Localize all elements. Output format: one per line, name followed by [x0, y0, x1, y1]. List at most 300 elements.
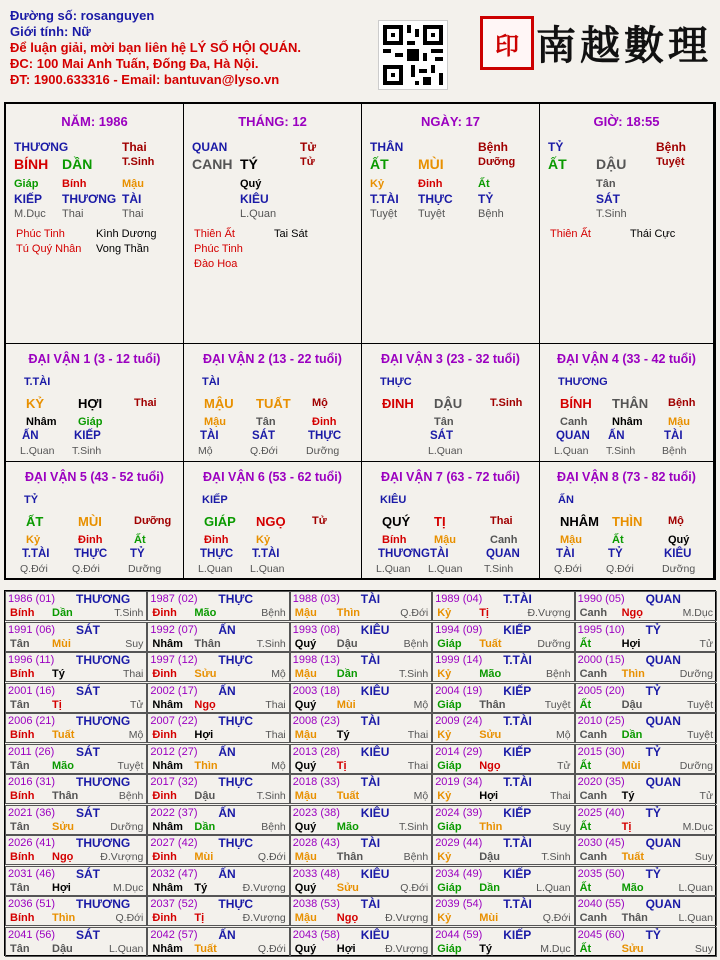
dai-van-cell: [540, 462, 714, 580]
year-can: Nhâm: [152, 820, 183, 833]
dai-van-can: QUÝ: [382, 514, 411, 529]
dai-van-hidden-status: T.Sinh: [606, 445, 636, 457]
year-chi: Dậu: [621, 698, 643, 711]
pillar-r4-text: TÀI: [122, 192, 142, 206]
year-label: 2027 (42): [150, 837, 198, 849]
pillar-r1-text: Tử: [300, 140, 317, 154]
year-cell[interactable]: [290, 622, 432, 652]
year-sao: KIÊU: [360, 744, 390, 759]
dai-van-hidden-sao: QUAN: [486, 548, 520, 560]
year-label: 2033 (48): [292, 867, 340, 880]
year-can: Giáp: [437, 942, 462, 955]
year-cell[interactable]: [432, 774, 574, 804]
dai-van-title: ĐẠI VẬN 8 (73 - 82 tuổi): [557, 470, 696, 484]
year-chi: Dần: [621, 729, 643, 741]
year-cell[interactable]: [5, 622, 147, 652]
dai-van-sao: THỰC: [380, 376, 412, 388]
year-sao: ẤN: [218, 744, 236, 759]
year-cell[interactable]: [432, 652, 574, 682]
year-cell[interactable]: [432, 683, 574, 713]
dai-van-hidden-sao: THỰC: [74, 548, 108, 560]
year-status: Q.Đới: [400, 607, 429, 619]
pillar-r2-text: ẤT: [548, 156, 567, 172]
dai-van-cell: [184, 462, 362, 580]
dai-van-hidden: Đinh: [312, 416, 337, 428]
pillar-r1-text: Bệnh: [478, 140, 508, 154]
year-label: 2031 (46): [8, 867, 56, 880]
dai-van-hidden-status: L.Quan: [376, 563, 411, 575]
year-chi: Ngọ: [336, 912, 359, 924]
year-cell[interactable]: [147, 713, 289, 743]
pillar-r2-text: Tử: [300, 156, 315, 168]
year-status: Thai: [122, 668, 144, 680]
year-cell[interactable]: [432, 622, 574, 652]
contact-line-1: Để luận giải, mời bạn liên hệ LÝ SỐ HỘI QUÁN.: [10, 40, 301, 55]
dai-van-hidden: Đinh: [78, 534, 103, 546]
year-status: M.Dục: [113, 881, 144, 894]
dai-van-hidden-sao: TÀI: [556, 548, 575, 560]
year-status: Bệnh: [118, 790, 144, 802]
year-label: 2021 (36): [8, 806, 56, 819]
year-chi: Sửu: [52, 820, 75, 833]
year-status: Bệnh: [403, 851, 429, 863]
year-sao: TỶ: [645, 683, 661, 698]
dai-van-hidden: Ất: [612, 534, 624, 546]
year-chi: Mùi: [52, 637, 71, 650]
year-cell[interactable]: [147, 927, 289, 957]
dai-van-hidden-sao: THƯƠNG: [378, 548, 430, 560]
year-chi: Tý: [194, 881, 208, 894]
pillar-r2-text: T.Sinh: [122, 156, 155, 168]
year-status: Q.Đới: [115, 912, 144, 924]
year-sao: QUAN: [645, 836, 681, 850]
year-chi: Tý: [336, 729, 350, 741]
dai-van-hidden: Tân: [434, 416, 454, 428]
dai-van-hidden-sao: KIẾP: [74, 430, 101, 442]
pillar-star: Tai Sát: [274, 228, 308, 240]
year-can: Bính: [10, 790, 35, 802]
year-status: Mộ: [413, 790, 429, 802]
year-cell[interactable]: [5, 744, 147, 774]
year-sao: T.TÀI: [503, 836, 532, 850]
year-cell[interactable]: [147, 622, 289, 652]
pillar-r2-text: DẦN: [62, 156, 93, 172]
year-can: Bính: [10, 851, 35, 863]
year-sao: THỰC: [218, 653, 254, 667]
year-cell[interactable]: [575, 896, 717, 926]
year-chi: Dần: [194, 820, 216, 833]
year-cell[interactable]: [147, 805, 289, 835]
pillar-r1-text: THƯƠNG: [14, 140, 69, 154]
year-can: Mậu: [294, 607, 317, 619]
dai-van-hidden-sao: TÀI: [200, 430, 219, 442]
year-label: 2034 (49): [435, 867, 483, 880]
year-status: Thai: [407, 759, 429, 772]
year-status: T.Sinh: [541, 851, 571, 863]
year-cell[interactable]: [575, 835, 717, 865]
year-can: Tân: [10, 881, 30, 894]
year-cell[interactable]: [290, 774, 432, 804]
year-sao: KIẾP: [503, 683, 532, 698]
year-label: 1992 (07): [150, 623, 198, 636]
year-status: Bệnh: [403, 637, 429, 650]
pillar-cell: [184, 104, 362, 344]
pillar-r1-text: Bệnh: [656, 140, 686, 154]
year-cell[interactable]: [290, 805, 432, 835]
year-can: Ất: [579, 637, 592, 650]
dai-van-status: Thai: [490, 515, 513, 527]
dai-van-sao: T.TÀI: [24, 376, 51, 388]
year-cell[interactable]: [432, 896, 574, 926]
dai-van-status: Bệnh: [668, 397, 696, 409]
year-cell[interactable]: [432, 713, 574, 743]
dai-van-status: Dưỡng: [134, 515, 172, 527]
year-cell[interactable]: [5, 835, 147, 865]
year-label: 2009 (24): [435, 715, 483, 727]
year-status: Q.Đới: [400, 881, 429, 894]
year-cell[interactable]: [290, 652, 432, 682]
year-label: 2008 (23): [292, 715, 340, 727]
year-cell[interactable]: [575, 713, 717, 743]
year-cell[interactable]: [432, 744, 574, 774]
year-sao: THỰC: [218, 714, 254, 728]
year-status: Đ.Vượng: [242, 912, 286, 924]
year-cell[interactable]: [5, 866, 147, 896]
dai-van-can: GIÁP: [204, 514, 236, 529]
year-sao: THƯƠNG: [76, 836, 131, 850]
year-can: Nhâm: [152, 698, 183, 711]
year-status: Đ.Vượng: [100, 851, 144, 863]
year-chi: Thìn: [52, 912, 76, 924]
pillar-star: Vong Thần: [96, 243, 150, 255]
year-chi: Sửu: [336, 881, 359, 894]
pillar-r4-text: THƯƠNG: [62, 192, 117, 206]
year-status: T.Sinh: [256, 637, 286, 650]
year-sao: TÀI: [360, 775, 381, 789]
year-cell[interactable]: [432, 927, 574, 957]
year-chi: Dậu: [479, 851, 500, 863]
year-label: 2012 (27): [150, 745, 198, 758]
year-cell[interactable]: [290, 835, 432, 865]
dai-van-hidden: Ất: [134, 534, 146, 546]
year-chi: Dậu: [52, 942, 73, 955]
year-chi: Thân: [621, 912, 648, 924]
year-can: Tân: [10, 698, 30, 711]
year-cell[interactable]: [147, 774, 289, 804]
pillar-r2-text: TÝ: [240, 156, 258, 172]
year-label: 2045 (60): [577, 928, 625, 941]
year-cell[interactable]: [432, 835, 574, 865]
pillar-cell: [362, 104, 540, 344]
qr-code-icon[interactable]: [378, 20, 448, 90]
year-label: 2029 (44): [435, 837, 483, 849]
gender-line: Giới tính: Nữ: [10, 24, 91, 39]
pillar-r4-text: KIÊU: [240, 192, 269, 206]
year-label: 2023 (38): [292, 806, 340, 819]
year-status: Đ.Vượng: [385, 912, 429, 924]
year-label: 2041 (56): [8, 928, 56, 941]
year-sao: TỶ: [645, 805, 661, 820]
pillar-r5-text: Thai: [122, 208, 144, 220]
year-sao: KIẾP: [503, 927, 532, 942]
year-can: Canh: [579, 912, 608, 924]
pillar-title: NGÀY: 17: [421, 114, 480, 129]
dai-van-title: ĐẠI VẬN 7 (63 - 72 tuổi): [381, 470, 520, 484]
year-chi: Hợi: [194, 729, 214, 741]
year-can: Đinh: [152, 851, 177, 863]
year-label: 2024 (39): [435, 806, 483, 819]
year-status: Tử: [699, 790, 713, 802]
year-cell[interactable]: [575, 805, 717, 835]
dai-van-title: ĐẠI VẬN 1 (3 - 12 tuổi): [28, 352, 161, 366]
year-can: Nhâm: [152, 759, 183, 772]
year-cell[interactable]: [5, 927, 147, 957]
year-cell[interactable]: [5, 591, 147, 621]
year-label: 2016 (31): [8, 776, 56, 788]
year-status: Bệnh: [546, 668, 571, 680]
year-cell[interactable]: [147, 652, 289, 682]
year-status: Mộ: [271, 759, 286, 772]
year-can: Ất: [579, 942, 592, 955]
year-status: T.Sinh: [399, 820, 429, 833]
year-can: Tân: [10, 942, 30, 955]
year-cell[interactable]: [147, 835, 289, 865]
dai-van-hidden-status: Dưỡng: [306, 445, 340, 457]
year-status: Thai: [407, 729, 429, 741]
year-can: Canh: [579, 668, 608, 680]
year-status: Tuyệt: [544, 698, 571, 711]
year-status: Đ.Vượng: [242, 881, 286, 894]
year-cell[interactable]: [290, 713, 432, 743]
year-status: Dưỡng: [679, 668, 713, 680]
year-cell[interactable]: [147, 591, 289, 621]
year-sao: TÀI: [360, 592, 381, 606]
dai-van-hidden-status: Dưỡng: [128, 563, 162, 575]
dai-van-hidden: Quý: [668, 534, 690, 546]
year-status: Tuyệt: [687, 729, 713, 741]
pillar-r1-text: TỶ: [548, 140, 564, 154]
year-can: Đinh: [152, 729, 177, 741]
pillar-r1-text: THÂN: [370, 140, 404, 154]
dai-van-hidden: Kỷ: [26, 534, 41, 546]
year-status: Bệnh: [261, 607, 286, 619]
year-sao: QUAN: [645, 592, 681, 606]
year-chi: Mùi: [479, 912, 499, 924]
year-status: Tuyệt: [117, 759, 144, 772]
year-cell[interactable]: [5, 774, 147, 804]
year-chi: Tị: [336, 759, 347, 772]
year-cell[interactable]: [575, 652, 717, 682]
year-sao: ẤN: [218, 622, 236, 637]
dai-van-title: ĐẠI VẬN 2 (13 - 22 tuổi): [203, 352, 342, 366]
pillar-r5-text: T.Sinh: [596, 208, 627, 220]
dai-van-hidden: Giáp: [78, 416, 103, 428]
dai-van-title: ĐẠI VẬN 6 (53 - 62 tuổi): [203, 470, 342, 484]
year-can: Canh: [579, 607, 608, 619]
year-sao: KIÊU: [360, 866, 390, 881]
pillar-r5-text: Tuyệt: [370, 208, 398, 220]
year-sao: QUAN: [645, 775, 681, 789]
year-can: Mậu: [294, 851, 317, 863]
year-status: Mộ: [128, 729, 144, 741]
year-label: 2015 (30): [577, 745, 625, 758]
year-can: Kỷ: [437, 607, 452, 619]
year-cell[interactable]: [147, 896, 289, 926]
year-label: 2003 (18): [292, 684, 340, 697]
dai-van-hidden-sao: T.TÀI: [252, 548, 280, 560]
year-chi: Thìn: [621, 668, 645, 680]
year-can: Giáp: [437, 881, 462, 894]
dai-van-hidden-sao: TỶ: [130, 548, 145, 560]
year-chi: Hợi: [621, 637, 641, 650]
year-status: Q.Đới: [257, 942, 286, 955]
year-label: 2000 (15): [577, 654, 625, 666]
year-sao: TÀI: [360, 836, 381, 850]
pillar-r4-text: KIẾP: [14, 192, 43, 206]
year-status: L.Quan: [108, 942, 144, 955]
year-cell[interactable]: [575, 927, 717, 957]
year-chi: Tý: [479, 942, 493, 955]
year-sao: SÁT: [76, 866, 100, 881]
year-cell[interactable]: [575, 774, 717, 804]
year-cell[interactable]: [432, 591, 574, 621]
year-cell[interactable]: [5, 713, 147, 743]
dai-van-sao: TÀI: [202, 376, 220, 388]
year-label: 1995 (10): [577, 623, 625, 636]
year-cell[interactable]: [575, 683, 717, 713]
year-status: M.Dục: [682, 607, 713, 619]
year-status: Dưỡng: [537, 637, 571, 650]
year-can: Đinh: [152, 607, 177, 619]
dai-van-chi: DẬU: [434, 396, 463, 411]
dai-van-hidden: Bính: [382, 534, 407, 546]
dai-van-sao: KIẾP: [202, 494, 228, 506]
dai-van-hidden-status: Q.Đới: [20, 563, 48, 575]
year-chi: Tý: [52, 668, 65, 680]
year-label: 2006 (21): [8, 715, 56, 727]
dai-van-chi: THÌN: [612, 514, 643, 529]
year-cell[interactable]: [147, 744, 289, 774]
dai-van-hidden: Mậu: [668, 416, 690, 428]
year-cell[interactable]: [575, 622, 717, 652]
year-cell[interactable]: [290, 927, 432, 957]
year-cell[interactable]: [147, 683, 289, 713]
year-can: Tân: [10, 759, 30, 772]
year-label: 2017 (32): [150, 776, 198, 788]
pillar-r2-text: BÍNH: [14, 156, 49, 172]
year-cell[interactable]: [5, 805, 147, 835]
year-label: 2026 (41): [8, 837, 56, 849]
year-sao: T.TÀI: [503, 775, 532, 789]
dai-van-hidden-sao: SÁT: [252, 430, 275, 442]
pillar-r1-text: QUAN: [192, 140, 228, 154]
year-status: Suy: [125, 637, 144, 650]
dai-van-hidden-sao: ẤN: [22, 430, 39, 442]
year-label: 2011 (26): [8, 745, 55, 758]
year-sao: THƯƠNG: [76, 714, 131, 728]
year-label: 1998 (13): [292, 654, 340, 666]
year-cell[interactable]: [290, 744, 432, 774]
year-sao: T.TÀI: [503, 653, 532, 667]
dai-van-chi: THÂN: [612, 396, 649, 411]
year-sao: ẤN: [218, 805, 236, 820]
contact-line-3[interactable]: ĐT: 1900.633316 - Email: bantuvan@lyso.vn: [10, 72, 280, 87]
year-cell[interactable]: [432, 805, 574, 835]
year-chi: Tị: [479, 607, 489, 619]
year-cell[interactable]: [5, 896, 147, 926]
seal-text: 印: [495, 30, 519, 60]
year-sao: KIÊU: [360, 622, 390, 637]
dai-van-hidden: Mậu: [204, 416, 226, 428]
year-chi: Mão: [479, 668, 502, 680]
pillar-star: Kình Dương: [96, 228, 157, 240]
year-label: 1990 (05): [577, 593, 625, 605]
year-can: Mậu: [294, 729, 317, 741]
year-label: 1994 (09): [435, 623, 483, 636]
year-cell[interactable]: [5, 683, 147, 713]
year-cell[interactable]: [5, 652, 147, 682]
year-status: Tử: [557, 759, 571, 772]
year-chi: Sửu: [194, 668, 217, 680]
year-can: Nhâm: [152, 942, 183, 955]
year-chi: Thân: [52, 790, 79, 802]
year-cell[interactable]: [575, 591, 717, 621]
year-cell[interactable]: [290, 683, 432, 713]
year-can: Kỷ: [437, 912, 452, 924]
pillar-r3-text: Tân: [596, 178, 616, 190]
dai-van-status: Mộ: [312, 397, 328, 409]
year-cell[interactable]: [432, 866, 574, 896]
year-sao: KIÊU: [360, 805, 390, 820]
year-cell[interactable]: [147, 866, 289, 896]
year-label: 2019 (34): [435, 776, 483, 788]
pillar-r5-text: L.Quan: [240, 208, 277, 220]
year-sao: TỶ: [645, 927, 661, 942]
pillar-r3-text: Bính: [62, 178, 87, 190]
pillar-r4-text: TỶ: [478, 192, 494, 206]
year-chi: Tị: [194, 912, 205, 924]
year-chi: Tuất: [194, 942, 217, 955]
year-cell[interactable]: [575, 866, 717, 896]
year-chi: Ngọ: [621, 607, 643, 619]
year-chi: Ngọ: [194, 698, 216, 711]
pillar-r2-text: Tuyệt: [656, 156, 685, 168]
dai-van-title: ĐẠI VẬN 4 (33 - 42 tuổi): [557, 352, 696, 366]
year-label: 2010 (25): [577, 715, 625, 727]
dai-van-status: Mộ: [668, 515, 684, 527]
year-label: 1997 (12): [150, 654, 198, 666]
year-chi: Thìn: [336, 607, 361, 619]
year-sao: ẤN: [218, 683, 236, 698]
dai-van-title: ĐẠI VẬN 3 (23 - 32 tuổi): [381, 352, 520, 366]
year-cell[interactable]: [290, 591, 432, 621]
year-sao: SÁT: [76, 744, 100, 759]
year-chi: Hợi: [52, 881, 71, 894]
year-label: 2042 (57): [150, 928, 198, 941]
year-cell[interactable]: [290, 866, 432, 896]
year-label: 1989 (04): [435, 593, 483, 605]
year-label: 1987 (02): [150, 593, 198, 605]
pillar-title: GIỜ: 18:55: [593, 114, 660, 129]
year-sao: QUAN: [645, 653, 681, 667]
year-can: Ất: [579, 698, 592, 711]
dai-van-cell: [540, 344, 714, 462]
year-label: 1993 (08): [292, 623, 340, 636]
year-status: Mộ: [413, 698, 429, 711]
year-cell[interactable]: [290, 896, 432, 926]
year-cell[interactable]: [575, 744, 717, 774]
pillar-title: THÁNG: 12: [238, 114, 307, 129]
